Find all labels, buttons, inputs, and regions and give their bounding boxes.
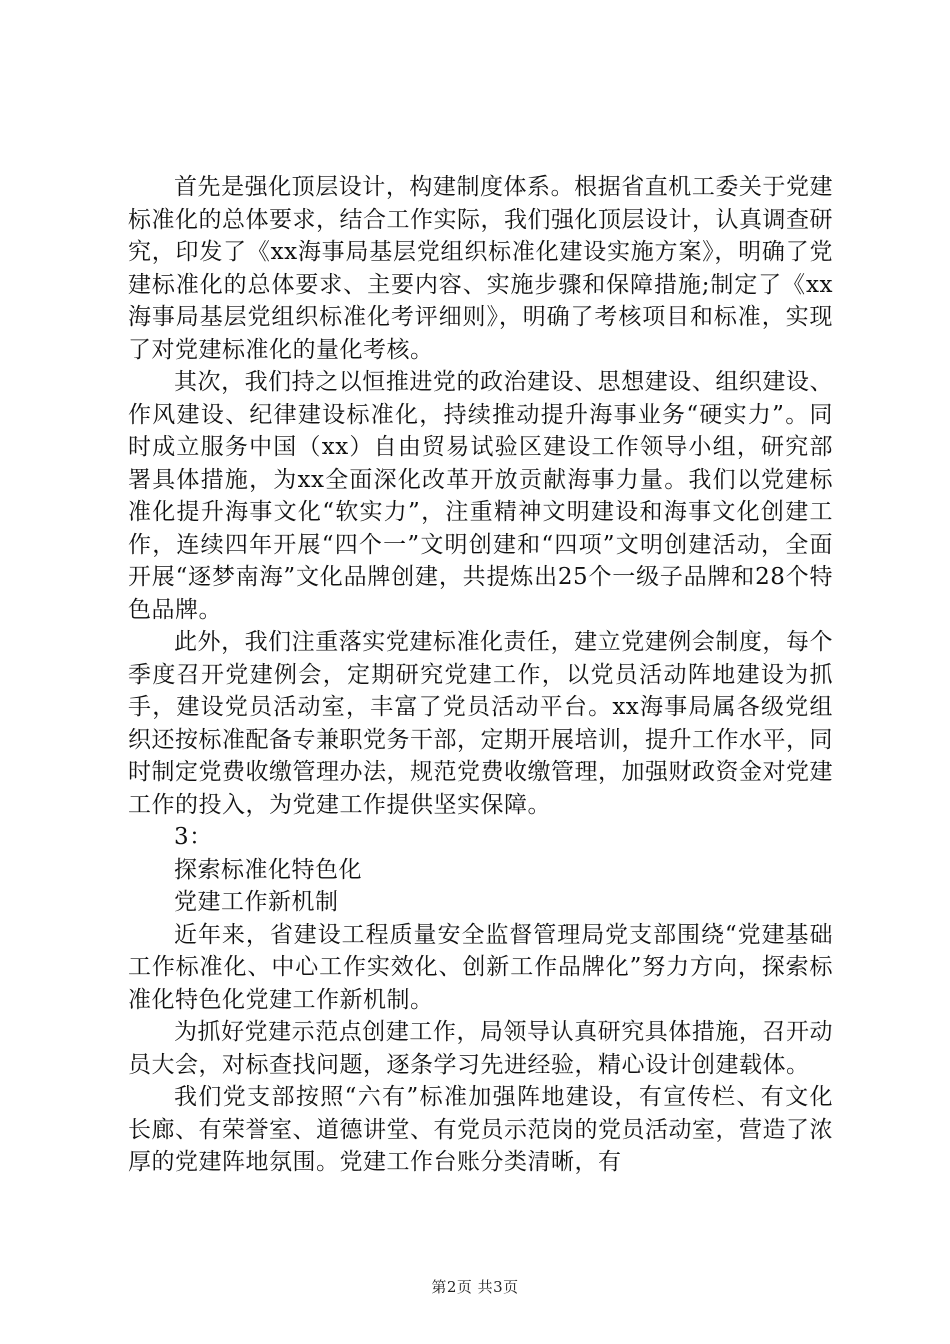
paragraph-six-standards: 我们党支部按照“六有”标准加强阵地建设，有宣传栏、有文化长廊、有荣誉室、道德讲堂、有党员示范岗的党员活动室，营造了浓厚的党建阵地氛围。党建工作台账分类清晰，有 [128,1084,833,1175]
paragraph-demonstration: 为抓好党建示范点创建工作，局领导认真研究具体措施，召开动员大会，对标查找问题，逐条学习先进经验，精心设计创建载体。 [128,1019,833,1078]
document-body [128,171,833,1179]
paragraph-top-level-design: 首先是强化顶层设计，构建制度体系。根据省直机工委关于党建标准化的总体要求，结合工作实际，我们强化顶层设计，认真调查研究，印发了《xx海事局基层党组织标准化建设实施方案》，明确了党建标准化的总体要求、主要内容、实施步骤和保障措施;制定了《xx海事局基层党组织标准化考评细则》，明确了考核项目和标准，实现了对党建标准化的量化考核。 [128,174,833,363]
page-footer: 第2页 共3页 [431,1278,519,1296]
section-title-line-2: 党建工作新机制 [174,889,339,915]
section-number: 3： [174,824,213,850]
paragraph-responsibility: 此外，我们注重落实党建标准化责任，建立党建例会制度，每个季度召开党建例会，定期研究党建工作，以党员活动阵地建设为抓手，建设党员活动室，丰富了党员活动平台。xx海事局属各级党组织还按标准配备专兼职党务干部，定期开展培训，提升工作水平，同时制定党费收缴管理办法，规范党费收缴管理，加强财政资金对党建工作的投入，为党建工作提供坚实保障。 [128,629,833,818]
paragraph-recent-years: 近年来，省建设工程质量安全监督管理局党支部围绕“党建基础工作标准化、中心工作实效化、创新工作品牌化”努力方向，探索标准化特色化党建工作新机制。 [128,921,833,1013]
paragraph-political-building: 其次，我们持之以恒推进党的政治建设、思想建设、组织建设、作风建设、纪律建设标准化，持续推动提升海事业务“硬实力”。同时成立服务中国（xx）自由贸易试验区建设工作领导小组，研究部署具体措施，为xx全面深化改革开放贡献海事力量。我们以党建标准化提升海事文化“软实力”，注重精神文明建设和海事文化创建工作，连续四年开展“四个一”文明创建和“四项”文明创建活动，全面开展“逐梦南海”文化品牌创建，共提炼出25个一级子品牌和28个特色品牌。 [128,369,833,623]
section-title-line-1: 探索标准化特色化 [174,856,362,883]
